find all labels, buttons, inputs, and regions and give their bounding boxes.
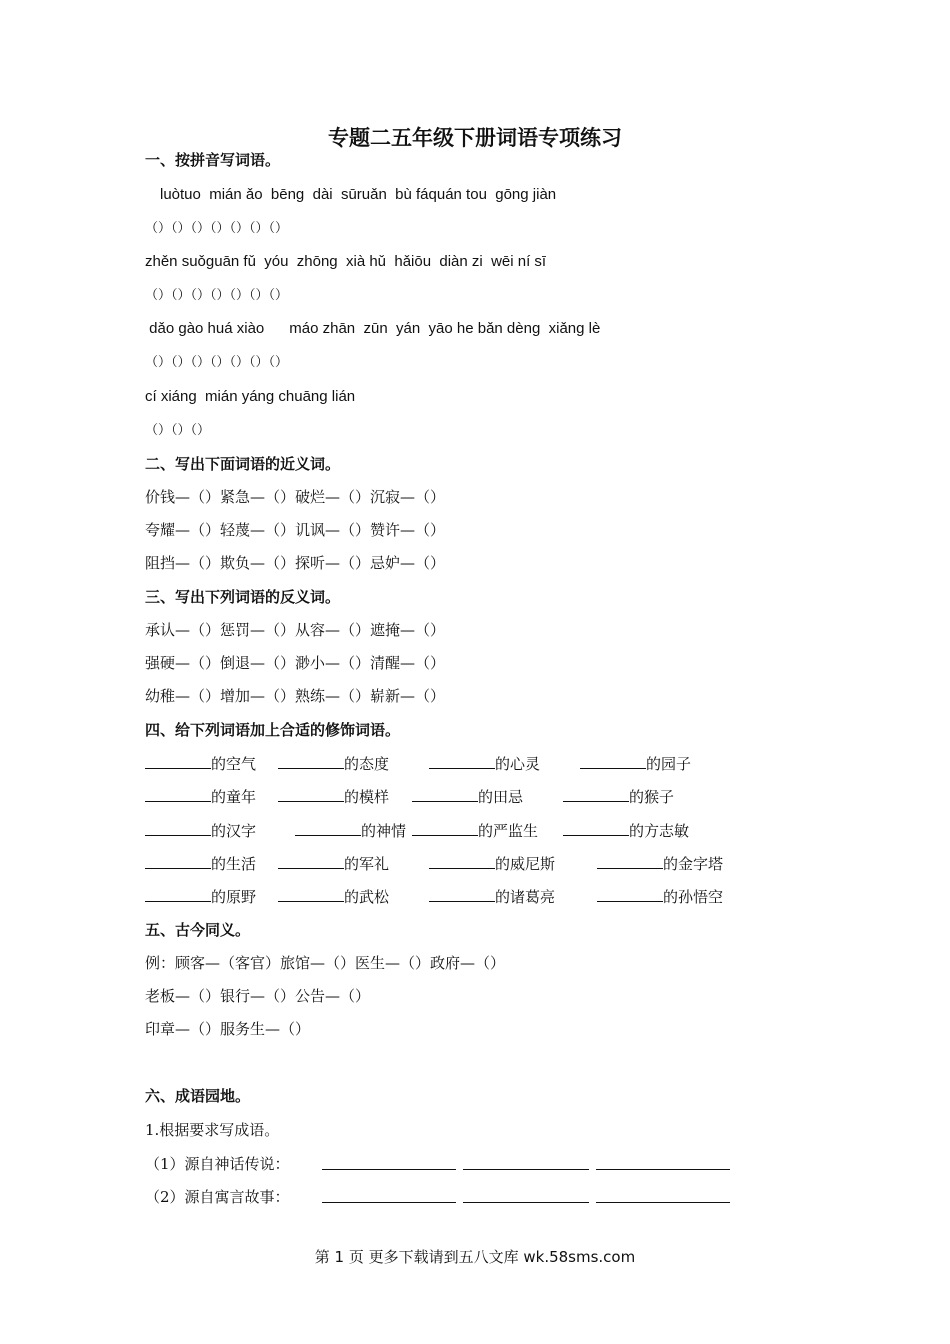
- pinyin-row-4: cí xiáng mián yáng chuāng lián: [145, 388, 356, 405]
- modifier-blank[interactable]: 的金字塔: [597, 853, 723, 874]
- modifier-blank[interactable]: 的诸葛亮: [429, 886, 555, 907]
- antonym-row-3: 幼稚—（）增加—（）熟练—（）崭新—（）: [145, 687, 446, 705]
- ancient-modern-row-3: 印章—（）服务生—（）: [145, 1020, 311, 1038]
- modifier-blank[interactable]: 的孙悟空: [597, 886, 723, 907]
- antonym-row-1: 承认—（）惩罚—（）从容—（）遮掩—（）: [145, 621, 446, 639]
- page-footer: 第 1 页 更多下载请到五八文库 wk.58sms.com: [314, 1248, 636, 1266]
- section-1-heading: 一、按拼音写词语。: [145, 151, 281, 169]
- idiom-answer-line[interactable]: [463, 1154, 589, 1175]
- section-5-heading: 五、古今同义。: [145, 921, 251, 939]
- modifier-blank[interactable]: 的军礼: [278, 853, 389, 874]
- ancient-modern-row-1: 例：顾客—（客官）旅馆—（）医生—（）政府—（）: [145, 954, 506, 972]
- modifier-blank[interactable]: 的猴子: [563, 786, 674, 807]
- pinyin-row-2: zhěn suǒguān fǔ yóu zhōng xià hǔ hǎiōu diàn zi wēi ní sī: [145, 253, 547, 270]
- synonym-row-2: 夸耀—（）轻蔑—（）讥讽—（）赞许—（）: [145, 521, 446, 539]
- idiom-answer-line[interactable]: [463, 1187, 589, 1208]
- modifier-blank[interactable]: 的严监生: [412, 820, 538, 841]
- blanks-row-3: （）（）（）（）（）（）（）: [145, 355, 289, 370]
- pinyin-row-3: dǎo gào huá xiào máo zhān zūn yán yāo he bǎn dèng xiǎng lè: [145, 320, 601, 337]
- idiom-answer-line[interactable]: [596, 1154, 730, 1175]
- modifier-blank[interactable]: 的模样: [278, 786, 389, 807]
- idiom-answer-line[interactable]: [322, 1154, 456, 1175]
- modifier-blank[interactable]: 的童年: [145, 786, 256, 807]
- modifier-blank[interactable]: 的汉字: [145, 820, 256, 841]
- modifier-blank[interactable]: 的田忌: [412, 786, 523, 807]
- modifier-blank[interactable]: 的威尼斯: [429, 853, 555, 874]
- section-6-heading: 六、成语园地。: [145, 1087, 251, 1105]
- modifier-blank[interactable]: 的园子: [580, 753, 691, 774]
- modifier-blank[interactable]: 的神情: [295, 820, 406, 841]
- synonym-row-3: 阻挡—（）欺负—（）探听—（）忌妒—（）: [145, 554, 446, 572]
- modifier-blank[interactable]: 的原野: [145, 886, 256, 907]
- ancient-modern-row-2: 老板—（）银行—（）公告—（）: [145, 987, 371, 1005]
- modifier-blank[interactable]: 的生活: [145, 853, 256, 874]
- blanks-row-1: （）（）（）（）（）（）（）: [145, 221, 289, 236]
- pinyin-row-1: luòtuo mián ǎo bēng dài sūruǎn bù fáquán tou gōng jiàn: [160, 186, 557, 203]
- idiom-answer-line[interactable]: [322, 1187, 456, 1208]
- synonym-row-1: 价钱—（）紧急—（）破烂—（）沉寂—（）: [145, 488, 446, 506]
- idiom-subheading: 1.根据要求写成语。: [145, 1121, 280, 1139]
- section-4-heading: 四、给下列词语加上合适的修饰词语。: [145, 721, 401, 739]
- idiom-item-myth: （1）源自神话传说：: [145, 1155, 290, 1173]
- page-title: 专题二五年级下册词语专项练习: [328, 126, 622, 150]
- idiom-answer-line[interactable]: [596, 1187, 730, 1208]
- section-2-heading: 二、写出下面词语的近义词。: [145, 455, 341, 473]
- blanks-row-4: （）（）（）: [145, 423, 211, 438]
- modifier-blank[interactable]: 的方志敏: [563, 820, 689, 841]
- antonym-row-2: 强硬—（）倒退—（）渺小—（）清醒—（）: [145, 654, 446, 672]
- modifier-blank[interactable]: 的心灵: [429, 753, 540, 774]
- blanks-row-2: （）（）（）（）（）（）（）: [145, 288, 289, 303]
- modifier-blank[interactable]: 的空气: [145, 753, 256, 774]
- section-3-heading: 三、写出下列词语的反义词。: [145, 588, 341, 606]
- idiom-item-fable: （2）源自寓言故事：: [145, 1188, 290, 1206]
- modifier-blank[interactable]: 的武松: [278, 886, 389, 907]
- modifier-blank[interactable]: 的态度: [278, 753, 389, 774]
